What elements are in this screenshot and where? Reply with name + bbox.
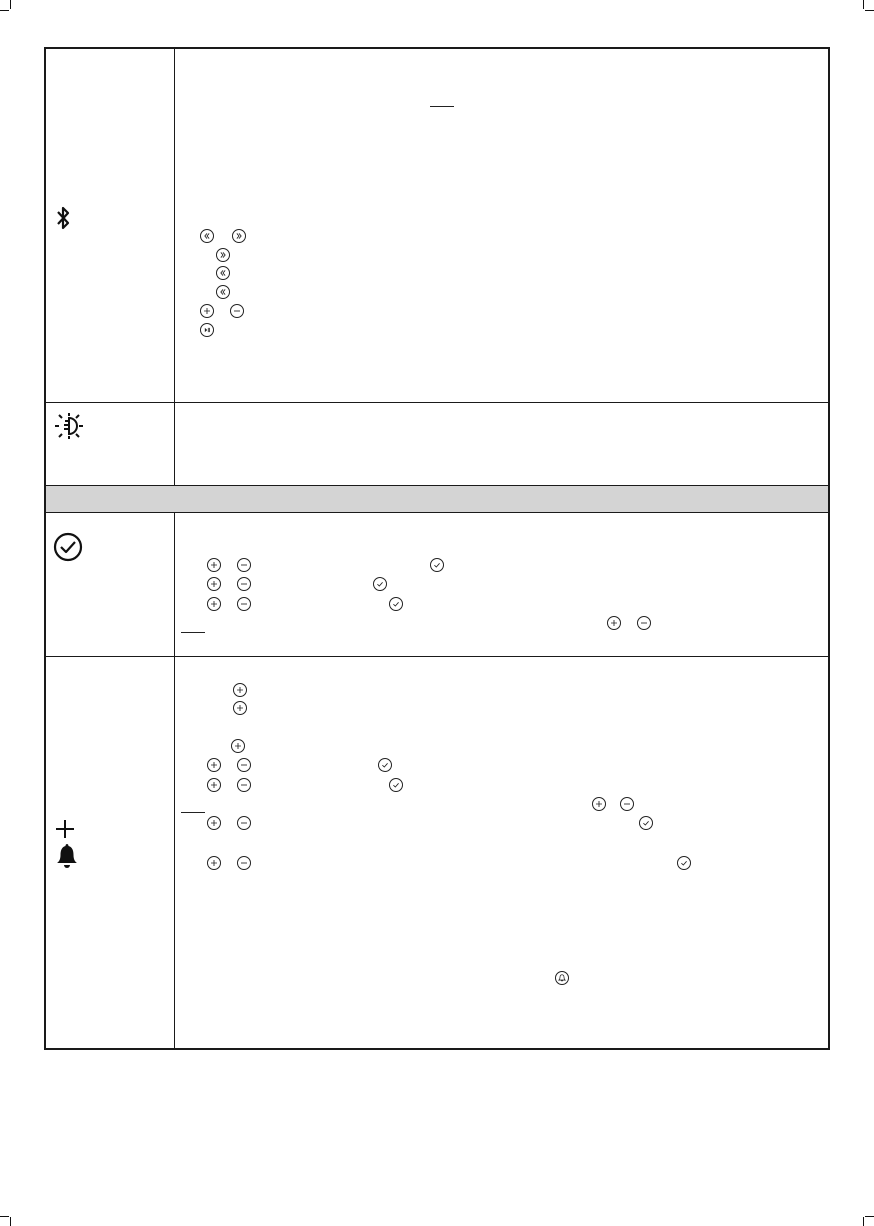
section-band — [46, 485, 828, 513]
plus-button-icon — [231, 739, 245, 753]
check-button-icon — [389, 597, 403, 611]
row-divider — [46, 402, 828, 403]
crop-mark — [0, 10, 9, 11]
minus-button-icon — [637, 616, 651, 630]
check-button-icon — [389, 778, 403, 792]
crop-mark — [863, 0, 864, 9]
check-button-icon — [639, 816, 653, 830]
plus-button-icon — [233, 683, 247, 697]
plus-icon — [55, 819, 75, 839]
alarm-button-icon — [555, 971, 569, 985]
minus-button-icon — [237, 778, 251, 792]
minus-button-icon — [237, 816, 251, 830]
crop-mark — [865, 10, 874, 11]
plus-button-icon — [207, 558, 221, 572]
check-button-icon — [677, 856, 691, 870]
row-divider — [46, 656, 828, 657]
rewind-button-icon — [216, 285, 230, 299]
minus-button-icon — [237, 856, 251, 870]
underline-mark — [430, 106, 454, 107]
minus-button-icon — [230, 304, 244, 318]
plus-button-icon — [207, 577, 221, 591]
crop-mark — [0, 1216, 9, 1217]
play-pause-button-icon — [200, 323, 214, 337]
rewind-button-icon — [216, 266, 230, 280]
minus-button-icon — [237, 597, 251, 611]
plus-button-icon — [207, 856, 221, 870]
column-divider — [174, 49, 175, 1048]
underline-mark — [181, 632, 205, 633]
crop-mark — [10, 0, 11, 9]
check-circle-icon — [53, 532, 83, 562]
plus-button-icon — [607, 616, 621, 630]
crop-mark — [865, 1216, 874, 1217]
plus-button-icon — [592, 797, 606, 811]
crop-mark — [10, 1217, 11, 1226]
crop-mark — [863, 1217, 864, 1226]
minus-button-icon — [620, 797, 634, 811]
plus-button-icon — [207, 778, 221, 792]
check-button-icon — [430, 558, 444, 572]
plus-button-icon — [207, 597, 221, 611]
rewind-button-icon — [200, 229, 214, 243]
underline-mark — [181, 812, 205, 813]
bluetooth-icon — [54, 204, 72, 232]
bell-icon — [56, 843, 78, 869]
plus-button-icon — [233, 701, 247, 715]
instruction-table — [44, 47, 830, 1050]
check-button-icon — [378, 758, 392, 772]
plus-button-icon — [200, 304, 214, 318]
forward-button-icon — [232, 229, 246, 243]
minus-button-icon — [237, 758, 251, 772]
minus-button-icon — [237, 558, 251, 572]
lamp-icon — [54, 412, 86, 440]
check-button-icon — [373, 577, 387, 591]
plus-button-icon — [207, 758, 221, 772]
plus-button-icon — [207, 816, 221, 830]
minus-button-icon — [237, 577, 251, 591]
forward-button-icon — [216, 248, 230, 262]
